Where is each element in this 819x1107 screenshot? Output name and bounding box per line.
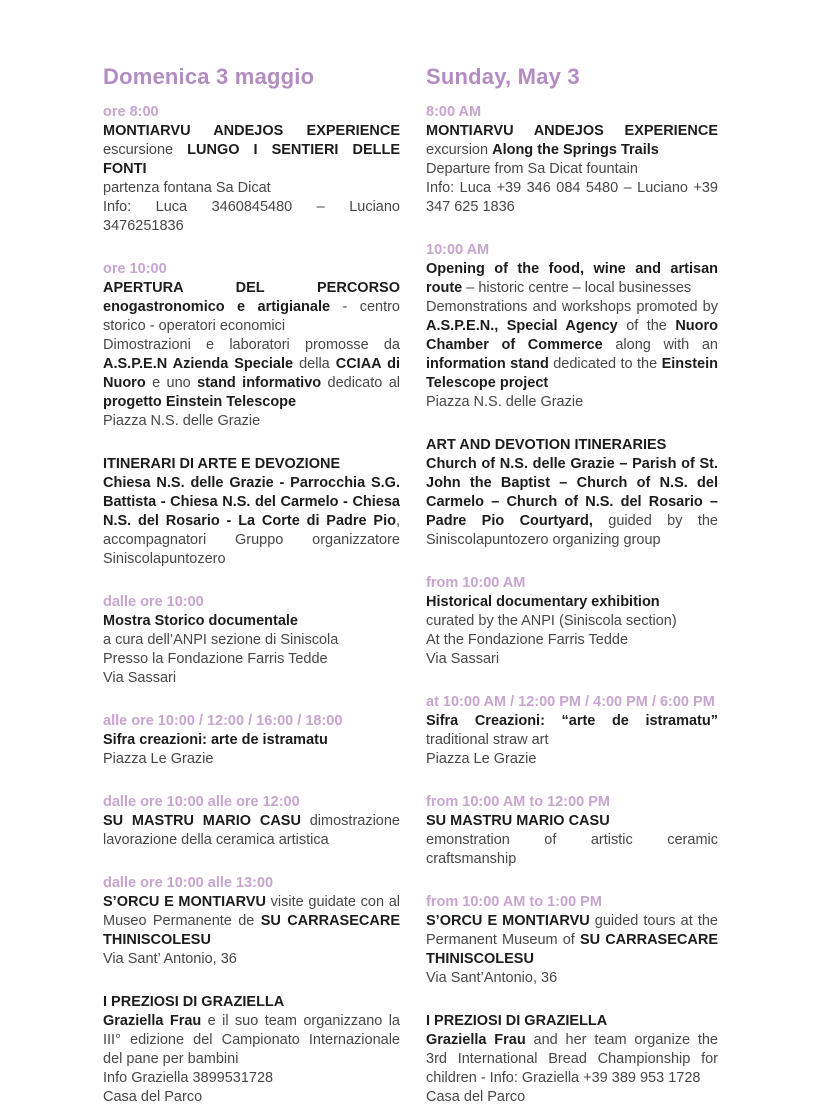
event-section	[103, 712, 400, 769]
text-run: Info: Luca 3460845480 – Luciano 3476251836	[103, 199, 400, 234]
bold-text-run: Einstein Telescope project	[426, 356, 718, 391]
event-paragraph	[426, 160, 718, 179]
event-paragraph	[103, 750, 400, 769]
bold-text-run: Graziella Frau	[103, 1013, 208, 1029]
event-paragraph	[103, 812, 400, 850]
time-label: from 10:00 AM	[426, 575, 526, 591]
text-run: e il suo team organizzano la III° edizione del Campionato Internazionale del pane per bambini	[103, 1013, 400, 1067]
text-run: excursion	[426, 142, 493, 158]
text-run: Info Graziella 3899531728	[103, 1070, 274, 1086]
text-run: guided by the Siniscolapuntozero organizing group	[426, 513, 718, 548]
event-section	[103, 103, 400, 236]
sections-english	[426, 103, 718, 1107]
event-paragraph	[426, 750, 718, 769]
text-run: along with an	[615, 337, 718, 353]
text-run: escursione	[103, 142, 188, 158]
text-run: - centro storico - operatori economici	[103, 299, 400, 334]
bold-text-run: A.S.P.E.N., Special Agency	[426, 318, 627, 334]
event-paragraph	[103, 279, 400, 336]
text-run: della	[299, 356, 336, 372]
text-run: Demonstrations and workshops promoted by	[426, 299, 718, 315]
event-paragraph	[426, 393, 718, 412]
text-run: emonstration of artistic ceramic craftsmanship	[426, 832, 718, 867]
bold-text-run: Sifra creazioni: arte de istramatu	[103, 732, 328, 748]
event-paragraph	[426, 260, 718, 298]
time-label: 10:00 AM	[426, 242, 490, 258]
column-english	[426, 64, 718, 1107]
event-section	[103, 874, 400, 969]
event-paragraph	[103, 122, 400, 179]
event-paragraph	[426, 455, 718, 550]
time-label: at 10:00 AM / 12:00 PM / 4:00 PM / 6:00 PM	[426, 694, 715, 710]
time-label: ore 10:00	[103, 261, 167, 277]
time-label: 8:00 AM	[426, 104, 482, 120]
event-paragraph	[426, 1088, 718, 1107]
event-section	[426, 574, 718, 669]
event-section	[103, 455, 400, 569]
bold-text-run: I PREZIOSI DI GRAZIELLA	[426, 1013, 608, 1029]
event-paragraph	[426, 912, 718, 969]
time-label: alle ore 10:00 / 12:00 / 16:00 / 18:00	[103, 713, 343, 729]
event-paragraph	[426, 179, 718, 217]
text-run: and her team organize the 3rd International Bread Championship for children - Info: Graziella +39 389 953 1728	[426, 1032, 718, 1086]
text-run: Via Sant’Antonio, 36	[426, 970, 558, 986]
text-run: traditional straw art	[426, 732, 549, 748]
text-run: dedicato al	[327, 375, 400, 391]
text-run: Piazza N.S. delle Grazie	[426, 394, 584, 410]
event-section	[426, 693, 718, 769]
event-section	[426, 893, 718, 988]
event-paragraph	[103, 612, 400, 631]
column-italian	[103, 64, 400, 1107]
text-run: – historic centre – local businesses	[462, 280, 692, 296]
bold-text-run: Mostra Storico documentale	[103, 613, 298, 629]
event-paragraph	[103, 669, 400, 688]
bold-text-run: Church of N.S. delle Grazie – Parish of St. John the Baptist – Church of N.S. del Carmelo – Church of N.S. del Rosario – Padre Pio Courtyard,	[426, 456, 718, 529]
event-section	[103, 793, 400, 850]
text-run: At the Fondazione Farris Tedde	[426, 632, 629, 648]
event-paragraph	[103, 336, 400, 412]
event-section	[103, 260, 400, 431]
event-paragraph	[426, 812, 718, 831]
event-paragraph	[103, 198, 400, 236]
text-run: Info: Luca +39 346 084 5480 – Luciano +39 347 625 1836	[426, 180, 718, 215]
event-paragraph	[426, 612, 718, 631]
bold-text-run: S’ORCU E MONTIARVU	[103, 894, 271, 910]
time-label: dalle ore 10:00 alle 13:00	[103, 875, 274, 891]
text-run: e uno	[152, 375, 198, 391]
text-run: Via Sassari	[426, 651, 500, 667]
day-heading-english: Sunday, May 3	[426, 64, 580, 89]
text-run: Piazza N.S. delle Grazie	[103, 413, 261, 429]
event-paragraph	[103, 179, 400, 198]
event-paragraph	[103, 1069, 400, 1088]
event-paragraph	[426, 712, 718, 750]
text-run: Via Sassari	[103, 670, 177, 686]
event-paragraph	[426, 831, 718, 869]
event-paragraph	[426, 122, 718, 160]
bold-text-run: ITINERARI DI ARTE E DEVOZIONE	[103, 456, 341, 472]
day-heading-italian: Domenica 3 maggio	[103, 64, 315, 89]
event-paragraph	[426, 969, 718, 988]
event-paragraph	[103, 650, 400, 669]
event-paragraph	[426, 631, 718, 650]
program-columns	[103, 64, 819, 1107]
event-section	[103, 593, 400, 688]
time-label: ore 8:00	[103, 104, 159, 120]
event-paragraph	[426, 650, 718, 669]
bold-text-run: Opening of the food, wine and artisan route	[426, 261, 718, 296]
bold-text-run: SU MASTRU MARIO CASU	[426, 813, 610, 829]
text-run: , accompagnatori Gruppo organizzatore Siniscolapuntozero	[103, 513, 400, 567]
event-paragraph	[103, 455, 400, 474]
event-paragraph	[426, 298, 718, 393]
event-section	[426, 103, 718, 217]
event-paragraph	[103, 1012, 400, 1069]
bold-text-run: SU CARRASECARE THINISCOLESU	[426, 932, 718, 967]
time-label: dalle ore 10:00 alle ore 12:00	[103, 794, 300, 810]
bold-text-run: S’ORCU E MONTIARVU	[426, 913, 595, 929]
event-paragraph	[103, 412, 400, 431]
text-run: dimostrazione lavorazione della ceramica artistica	[103, 813, 400, 848]
text-run: dedicated to the	[553, 356, 662, 372]
bold-text-run: APERTURA DEL PERCORSO enogastronomico e artigianale	[103, 280, 400, 315]
event-paragraph	[426, 593, 718, 612]
text-run: Presso la Fondazione Farris Tedde	[103, 651, 328, 667]
event-section	[426, 793, 718, 869]
bold-text-run: MONTIARVU ANDEJOS EXPERIENCE	[103, 123, 400, 139]
bold-text-run: stand informativo	[197, 375, 328, 391]
time-label: from 10:00 AM to 12:00 PM	[426, 794, 610, 810]
bold-text-run: Sifra Creazioni: “arte de istramatu”	[426, 713, 718, 729]
event-section	[426, 436, 718, 550]
event-paragraph	[103, 474, 400, 569]
text-run: Casa del Parco	[103, 1089, 203, 1105]
bold-text-run: SU CARRASECARE THINISCOLESU	[103, 913, 400, 948]
bold-text-run: progetto Einstein Telescope	[103, 394, 297, 410]
event-paragraph	[103, 631, 400, 650]
sections-italian	[103, 103, 400, 1107]
text-run: guided tours at the Permanent Museum of	[426, 913, 718, 948]
text-run: Via Sant’ Antonio, 36	[103, 951, 237, 967]
event-paragraph	[426, 436, 718, 455]
bold-text-run: A.S.P.E.N Azienda Speciale	[103, 356, 300, 372]
event-paragraph	[103, 993, 400, 1012]
bold-text-run: LUNGO I SENTIERI DELLE FONTI	[103, 142, 401, 177]
text-run: a cura dell’ANPI sezione di Siniscola	[103, 632, 339, 648]
bold-text-run: information stand	[426, 356, 554, 372]
event-paragraph	[103, 950, 400, 969]
text-run: Piazza Le Grazie	[103, 751, 214, 767]
bold-text-run: Nuoro Chamber of Commerce	[426, 318, 718, 353]
text-run: Departure from Sa Dicat fountain	[426, 161, 638, 177]
text-run: Casa del Parco	[426, 1089, 526, 1105]
event-paragraph	[426, 1012, 718, 1031]
event-section	[426, 1012, 718, 1107]
bold-text-run: CCIAA di Nuoro	[103, 356, 400, 391]
text-run: Piazza Le Grazie	[426, 751, 537, 767]
event-paragraph	[426, 1031, 718, 1088]
text-run: visite guidate con al Museo Permanente de	[103, 894, 400, 929]
event-paragraph	[103, 1088, 400, 1107]
text-run: of the	[626, 318, 676, 334]
event-paragraph	[103, 893, 400, 950]
text-run: Dimostrazioni e laboratori promosse da	[103, 337, 400, 353]
bold-text-run: Along the Springs Trails	[492, 142, 659, 158]
event-section	[103, 993, 400, 1107]
text-run: curated by the ANPI (Siniscola section)	[426, 613, 677, 629]
bold-text-run: MONTIARVU ANDEJOS EXPERIENCE	[426, 123, 718, 139]
bold-text-run: Graziella Frau	[426, 1032, 534, 1048]
time-label: dalle ore 10:00	[103, 594, 204, 610]
bold-text-run: ART AND DEVOTION ITINERARIES	[426, 437, 667, 453]
bold-text-run: SU MASTRU MARIO CASU	[103, 813, 310, 829]
event-section	[426, 241, 718, 412]
bold-text-run: Chiesa N.S. delle Grazie - Parrocchia S.G. Battista - Chiesa N.S. del Carmelo - Chiesa N.S. del Rosario - La Corte di Padre Pio	[103, 475, 400, 529]
text-run: partenza fontana Sa Dicat	[103, 180, 271, 196]
time-label: from 10:00 AM to 1:00 PM	[426, 894, 602, 910]
bold-text-run: Historical documentary exhibition	[426, 594, 660, 610]
bold-text-run: I PREZIOSI DI GRAZIELLA	[103, 994, 285, 1010]
event-paragraph	[103, 731, 400, 750]
